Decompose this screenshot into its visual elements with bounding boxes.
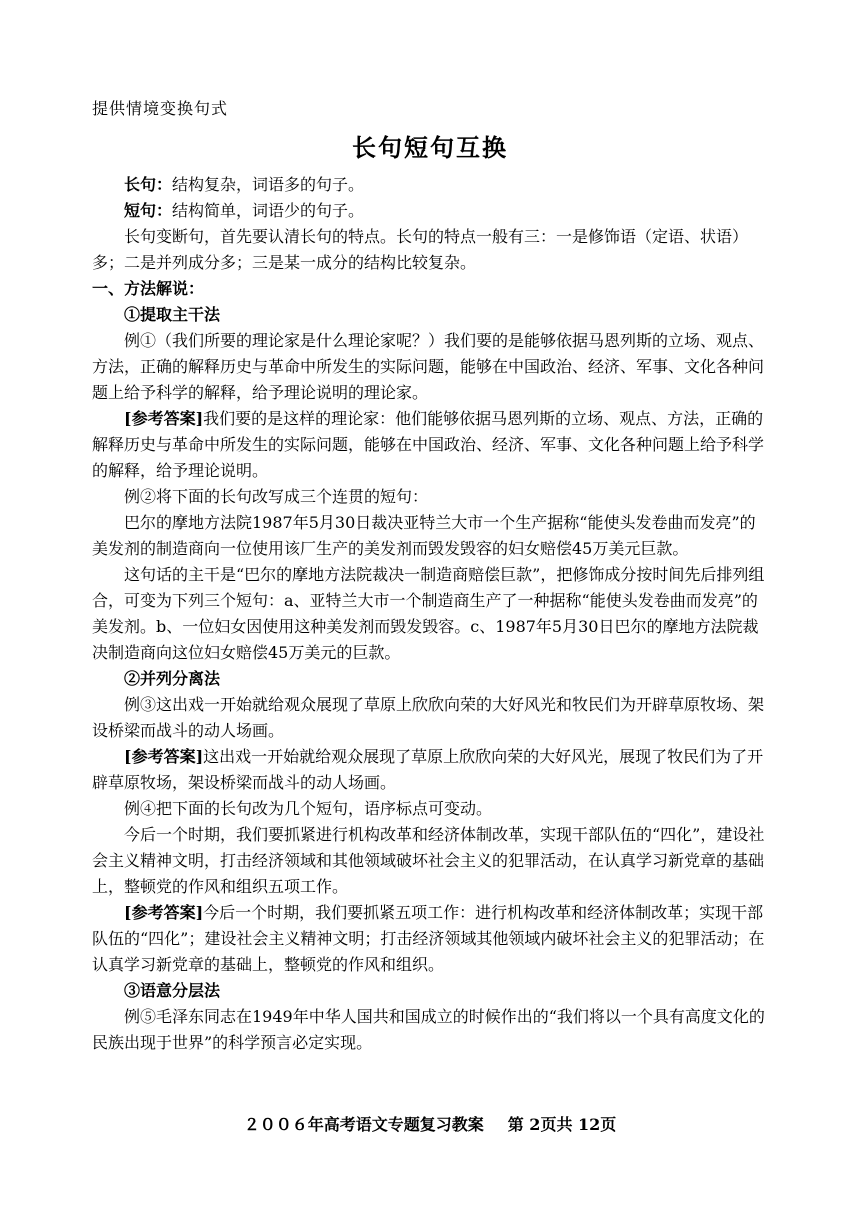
answer-4-label: [参考答案] <box>124 903 204 922</box>
definition-long-label: 长句： <box>124 175 173 194</box>
example-1: 例①（我们所要的理论家是什么理论家呢？）我们要的是能够依据马恩列斯的立场、观点、方法，正确的解释历史与革命中所发生的实际问题，能够在中国政治、经济、军事、文化各种问题上给予科学的解释，给予理论说明的理论家。 <box>92 331 765 402</box>
answer-4-text: 今后一个时期，我们要抓紧五项工作：进行机构改革和经济体制改革；实现干部队伍的“四化”；建设社会主义精神文明；打击经济领域其他领域内破坏社会主义的犯罪活动；在认真学习新党章的基础上，整顿党的作风和组织。 <box>92 903 765 974</box>
section-heading: 一、方法解说： <box>92 279 205 298</box>
answer-3-text: 这出戏一开始就给观众展现了草原上欣欣向荣的大好风光，展现了牧民们为了开辟草原牧场，架设桥梁而战斗的动人场画。 <box>92 747 764 792</box>
example-4-prompt: 例④把下面的长句改为几个短句，语序标点可变动。 <box>124 799 493 818</box>
intro-paragraph: 长句变断句，首先要认清长句的特点。长句的特点一般有三：一是修饰语（定语、状语）多；二是并列成分多；三是某一成分的结构比较复杂。 <box>92 227 749 272</box>
definition-short <box>92 198 768 224</box>
footer-page-number: 第 2页共 12页 <box>507 1115 617 1134</box>
answer-1 <box>92 406 768 484</box>
example-4-text: 今后一个时期，我们要抓紧进行机构改革和经济体制改革，实现干部队伍的“四化”，建设社会主义精神文明，打击经济领域和其他领域破坏社会主义的犯罪活动，在认真学习新党章的基础上，整顿党的作风和组织五项工作。 <box>92 825 765 896</box>
definition-short-text: 结构简单，词语少的句子。 <box>172 201 365 220</box>
definition-long-text: 结构复杂，词语多的句子。 <box>172 175 365 194</box>
definition-short-label: 短句： <box>124 201 173 220</box>
example-3: 例③这出戏一开始就给观众展现了草原上欣欣向荣的大好风光和牧民们为开辟草原牧场、架设桥梁而战斗的动人场画。 <box>92 695 765 740</box>
page-footer <box>0 1112 860 1135</box>
answer-1-text: 我们要的是这样的理论家：他们能够依据马恩列斯的立场、观点、方法，正确的解释历史与革命中所发生的实际问题，能够在中国政治、经济、军事、文化各种问题上给予科学的解释，给予理论说明。 <box>92 409 765 480</box>
answer-1-label: [参考答案] <box>124 409 204 428</box>
document-body <box>92 172 768 1056</box>
definition-long <box>92 172 768 198</box>
page-title: 长句短句互换 <box>352 134 508 162</box>
answer-4 <box>92 900 768 978</box>
footer-doc-name: ２００６年高考语文专题复习教案 <box>243 1115 484 1134</box>
answer-3 <box>92 744 768 796</box>
method2-heading: ②并列分离法 <box>124 669 221 688</box>
example-2-analysis: 这句话的主干是“巴尔的摩地方法院裁决一制造商赔偿巨款”，把修饰成分按时间先后排列组合，可变为下列三个短句：a、亚特兰大市一个制造商生产了一种据称“能使头发卷曲而发亮”的美发剂。b、一位妇女因使用这种美发剂而毁发毁容。c、1987年5月30日巴尔的摩地方法院裁决制造商向这位妇女赔偿45万美元的巨款。 <box>92 565 765 662</box>
method3-heading: ③语意分层法 <box>124 981 221 1000</box>
answer-3-label: [参考答案] <box>124 747 204 766</box>
example-5: 例⑤毛泽东同志在1949年中华人国共和国成立的时候作出的“我们将以一个具有高度文化的民族出现于世界”的科学预言必定实现。 <box>92 1007 765 1052</box>
example-2-text: 巴尔的摩地方法院1987年5月30日裁决亚特兰大市一个生产据称“能使头发卷曲而发亮”的美发剂的制造商向一位使用该厂生产的美发剂而毁发毁容的妇女赔偿45万美元巨款。 <box>92 513 756 558</box>
method1-heading: ①提取主干法 <box>124 305 221 324</box>
header-note: 提供情境变换句式 <box>92 99 229 118</box>
example-2-prompt: 例②将下面的长句改写成三个连贯的短句： <box>124 487 429 506</box>
